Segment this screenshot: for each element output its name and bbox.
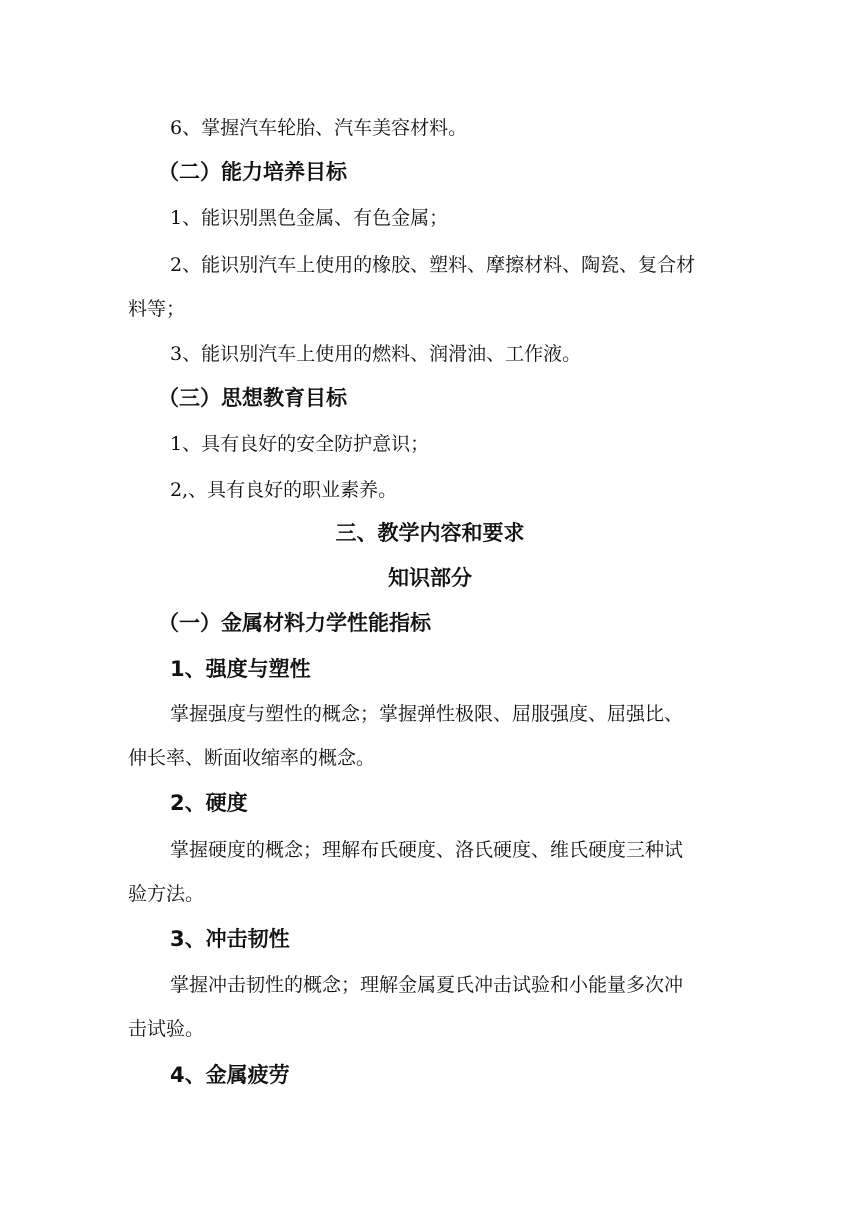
- moral-item-1: 1、具有良好的安全防护意识；: [170, 433, 430, 455]
- strength-text-line-2: 伸长率、断面收缩率的概念。: [128, 747, 376, 769]
- impact-toughness-heading: 3、冲击韧性: [170, 927, 290, 951]
- impact-text-line-2: 击试验。: [128, 1018, 205, 1040]
- hardness-text-line-1: 掌握硬度的概念；理解布氏硬度、洛氏硬度、维氏硬度三种试: [170, 839, 684, 861]
- metal-fatigue-heading: 4、金属疲劳: [170, 1063, 290, 1087]
- ability-goals-heading: （二）能力培养目标: [158, 160, 347, 184]
- ability-item-1: 1、能识别黑色金属、有色金属；: [170, 207, 449, 229]
- goal-item-6: 6、掌握汽车轮胎、汽车美容材料。: [170, 117, 468, 139]
- ability-item-2-line-1: 2、能识别汽车上使用的橡胶、塑料、摩擦材料、陶瓷、复合材: [170, 254, 696, 276]
- ability-item-2-line-2: 料等；: [128, 298, 186, 320]
- ability-item-3: 3、能识别汽车上使用的燃料、润滑油、工作液。: [170, 343, 582, 365]
- section-title: 三、教学内容和要求: [335, 521, 525, 545]
- metal-properties-heading: （一）金属材料力学性能指标: [158, 611, 431, 635]
- subsection-title: 知识部分: [388, 566, 472, 590]
- strength-heading: 1、强度与塑性: [170, 657, 311, 681]
- hardness-heading: 2、硬度: [170, 791, 248, 815]
- impact-text-line-1: 掌握冲击韧性的概念；理解金属夏氏冲击试验和小能量多次冲: [170, 974, 684, 996]
- moral-item-2: 2,、具有良好的职业素养。: [170, 479, 398, 501]
- strength-text-line-1: 掌握强度与塑性的概念；掌握弹性极限、屈服强度、屈强比、: [170, 703, 684, 725]
- moral-goals-heading: （三）思想教育目标: [158, 386, 347, 410]
- hardness-text-line-2: 验方法。: [128, 883, 205, 905]
